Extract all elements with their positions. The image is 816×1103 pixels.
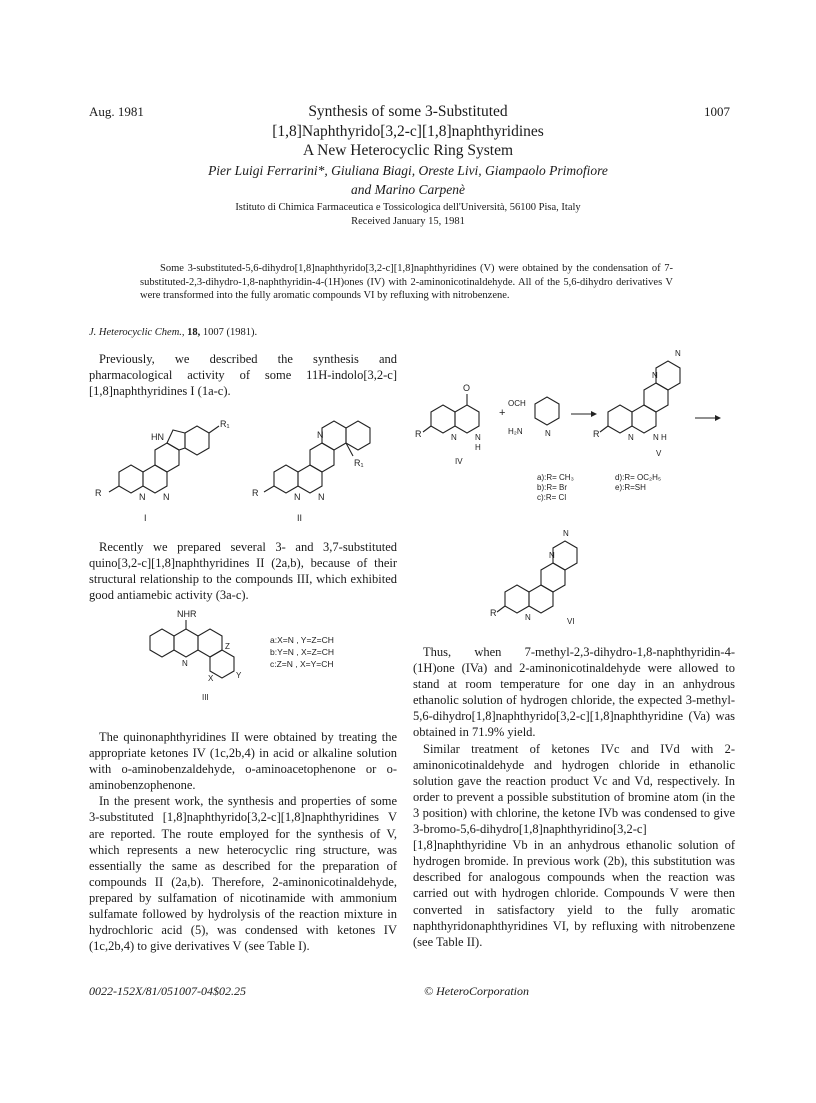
running-date: Aug. 1981: [89, 104, 144, 119]
III-NHR: NHR: [177, 609, 197, 619]
II-N3: N: [318, 492, 325, 502]
V-N1: N: [652, 371, 658, 380]
received-date: Received January 15, 1981: [351, 216, 465, 227]
left-paragraph-2: Recently we prepared several 3- and 3,7-substituted quino[3,2-c][1,8]naphthyridines II (2a,b), because of their structural relationship to the compounds III, which exhibited good antiamebic activity (3a-c).: [89, 540, 397, 603]
abstract-text: Some 3-substituted-5,6-dihydro[1,8]naphthyrido[3,2-c][1,8]naphthyridines (V) were obtained by the condensation of 7-substituted-2,3-dihydro-1,8-naphthyridin-4-(1H)ones (IV) with 2-aminonicotinaldehyde. All of the 5,6-dihydro derivatives V were transformed into the fully aromatic compounds VI by refluxing with nitrobenzene.: [140, 263, 673, 302]
left-paragraph-3: The quinonaphthyridines II were obtained by treating the appropriate ketones IV (1c,2b,4) in acid or alkaline solution with o-aminobenzaldehyde, o-aminoacetophenone or o-aminobenzophenone. In the present work, the synthesis and properties of some 3-substituted [1,8]naphthyrido[3,2-c][1,8]naphthyridines V are reported. The route employed for the synthesis of V, which represents a new heterocyclic ring structure, was essentially the same as described for the preparation of compounds II (2a,b). Therefore, 2-aminonicotinaldehyde, prepared by sulfamation of nicotinamide with ammonium sulfamate followed by hydrolysis of the reaction mixture in hydrochloric acid (5), was condensed with ketones IV (1c,2b,4) to give derivatives V (see Table I).: [89, 730, 397, 954]
III-label: III: [202, 693, 209, 702]
footer-publisher: © HeteroCorporation: [424, 984, 530, 998]
II-label: II: [297, 513, 303, 523]
subst-a: a):R= CH₃: [537, 473, 574, 482]
V-N2: N: [675, 349, 681, 358]
reaction-arrow-2: [695, 415, 721, 421]
I-R: R: [95, 488, 102, 498]
subst-d: d):R= OC₂H₅: [615, 473, 662, 482]
VI-R: R: [490, 608, 497, 618]
IV-N2: N: [475, 433, 481, 442]
citation-rest: 1007 (1981).: [202, 327, 258, 338]
paper-title-line1: Synthesis of some 3-Substituted: [308, 103, 508, 120]
III-Z: Z: [225, 642, 230, 651]
VI-label: VI: [567, 617, 575, 626]
paper-title-line2: [1,8]Naphthyrido[3,2-c][1,8]naphthyridines: [272, 123, 544, 140]
II-R1: R₁: [354, 458, 364, 468]
I-N1: N: [139, 492, 146, 502]
structure-IV: [415, 383, 481, 466]
authors: [0, 161, 816, 199]
authors-line2: and Marino Carpenè: [351, 182, 465, 197]
subst-e: e):R=SH: [615, 483, 646, 492]
citation-journal: J. Heterocyclic Chem.,: [89, 327, 185, 338]
left-paragraph-4: In the present work, the synthesis and properties of some 3-substituted [1,8]naphthyrido[3,2-c][1,8]naphthyridines V are reported. The route employed for the synthesis of V, which represents a new heterocyclic ring structure, was essentially the same as described for the preparation of compounds II (2a,b). Therefore, 2-aminonicotinaldehyde, prepared by sulfamation of nicotinamide with ammonium sulfamate followed by hydrolysis of the reaction mixture in hydrochloric acid (5), was condensed with ketones IV (1c,2b,4) to give derivatives V (see Table I).: [89, 794, 397, 954]
left-paragraph-1: Previously, we described the synthesis and pharmacological activity of some 11H-indolo[3,2-c][1,8]naphthyridines I (1a-c).: [89, 352, 397, 399]
IV-R: R: [415, 429, 422, 439]
IV-label: IV: [455, 457, 463, 466]
structure-V: [593, 349, 681, 458]
I-R1: R₁: [220, 419, 230, 429]
III-N: N: [182, 659, 188, 668]
I-label: I: [144, 513, 147, 523]
IV-H: H: [475, 443, 481, 452]
V-R: R: [593, 429, 600, 439]
IV-N1: N: [451, 433, 457, 442]
III-def-a: a:X=N , Y=Z=CH: [270, 635, 334, 645]
structure-II: [252, 421, 370, 523]
VI-N2: N: [563, 529, 569, 538]
V-N4: N: [653, 433, 659, 442]
reaction-arrow-1: [571, 411, 597, 417]
structure-III: [140, 606, 370, 706]
paper-title-line3: A New Heterocyclic Ring System: [302, 142, 514, 159]
structure-aminonicotinaldehyde: [508, 397, 559, 438]
III-def-b: b:Y=N , X=Z=CH: [270, 647, 335, 657]
structure-VI: [490, 529, 577, 626]
right-paragraph-2: Similar treatment of ketones IVc and IVd with 2-aminonicotinaldehyde and hydrogen chloride in ethanolic solution gave the reaction product Vc and Vd, respectively. In order to prevent a possible substitution of bromine atom (in the 3 position) with chlorine, the ketone IVb was condensed to give 3-bromo-5,6-dihydro[1,8]naphthyridino[3,2-c][1,8]naphthyridine Vb in an anhydrous ethanolic solution of hydrogen bromide. In previous work (2b), this substitution was described for analogous compounds when the reaction was carried out with hydrogen chloride. Compounds V were then converted in satisfactory yield to the fully aromatic naphthyridonaphthyridines VI, by refluxing with nitrobenzene (see Table II).: [413, 741, 735, 949]
reaction-scheme: [413, 342, 733, 632]
page-number: 1007: [704, 104, 730, 119]
citation-volume: 18,: [187, 327, 201, 338]
authors-line1: Pier Luigi Ferrarini*, Giuliana Biagi, Oreste Livi, Giampaolo Primofiore: [208, 163, 608, 178]
II-R: R: [252, 488, 259, 498]
VI-N3: N: [525, 613, 531, 622]
subst-c: c):R= Cl: [537, 493, 567, 502]
institution: Istituto di Chimica Farmaceutica e Tossicologica dell'Università, 56100 Pisa, Italy: [235, 202, 581, 213]
reagent-OCH: OCH: [508, 399, 526, 408]
abstract: [140, 262, 673, 303]
affiliation: [0, 201, 816, 229]
VI-N1: N: [549, 551, 555, 560]
footer-code: 0022-152X/81/051007-04$02.25: [89, 984, 246, 998]
III-def-c: c:Z=N , X=Y=CH: [270, 659, 334, 669]
reagent-H2N: H₂N: [508, 427, 523, 436]
right-paragraph-1: Thus, when 7-methyl-2,3-dihydro-1,8-naphthyridin-4-(1H)one (IVa) and 2-aminonicotinaldehyde were allowed to stand at room temperature for one day in an anhydrous ethanolic solution of hydrogen chloride, the expected 3-methyl-5,6-dihydro[1,8]naphthyrido[3,2-c][1,8]naphthyridine (Va) was obtained in 71.9% yield.: [413, 645, 735, 740]
right-column-text: [413, 644, 735, 950]
structure-I: [95, 419, 230, 523]
I-HN: HN: [151, 432, 164, 442]
II-N1: N: [317, 430, 324, 440]
subst-b: b):R= Br: [537, 483, 568, 492]
II-N2: N: [294, 492, 301, 502]
reagent-N: N: [545, 429, 551, 438]
structures-I-II: [89, 400, 399, 530]
I-N2: N: [163, 492, 170, 502]
III-Y: Y: [236, 671, 242, 680]
V-label: V: [656, 449, 662, 458]
V-N3: N: [628, 433, 634, 442]
IV-O: O: [463, 383, 471, 393]
III-X: X: [208, 674, 214, 683]
citation: [89, 327, 257, 338]
plus-sign: +: [499, 407, 506, 419]
V-H: H: [661, 433, 667, 442]
